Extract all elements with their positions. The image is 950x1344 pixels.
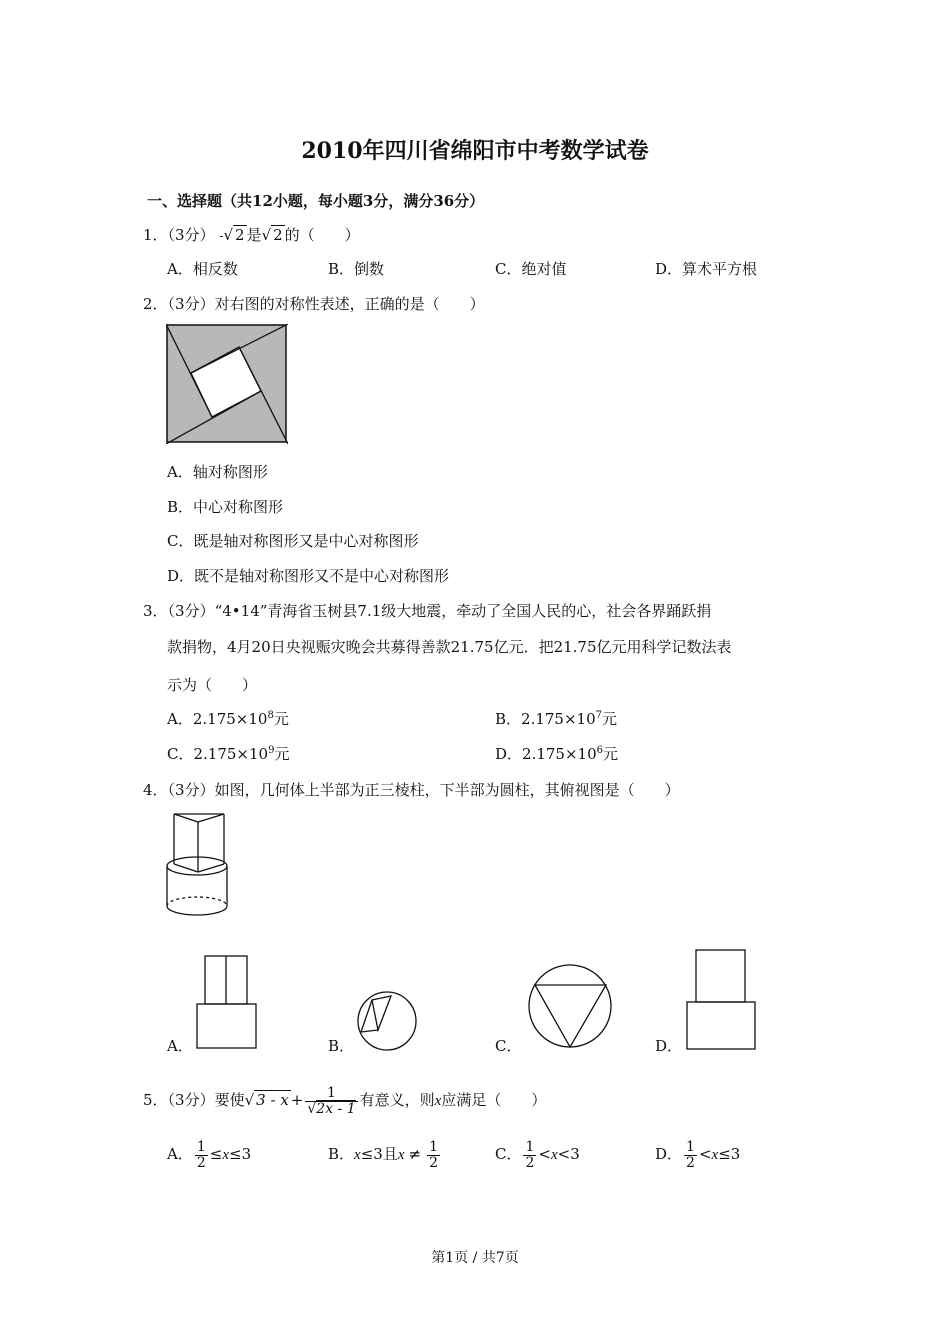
page-footer: 第1页 / 共7页: [431, 1250, 519, 1266]
q4-option-d[interactable]: D．: [655, 1037, 683, 1055]
q3-option-c[interactable]: C．$2.175\times 10^9$元: [167, 745, 290, 763]
question-2-stem: 2．（3分）对右图的对称性表述，正确的是（ ）: [143, 295, 485, 313]
q2-option-c[interactable]: C．既是轴对称图形又是中心对称图形: [167, 532, 419, 550]
q2-option-d[interactable]: D．既不是轴对称图形又不是中心对称图形: [167, 567, 450, 585]
q1-option-b[interactable]: B．倒数: [328, 260, 385, 278]
question-5-stem: 5．（3分）要使√ 3 - x + $\frac{1}{√2x - 1}$ 有意义，则x应满足（ ）: [143, 1085, 547, 1117]
q5-option-d[interactable]: D． $\frac{1}{2}$ <x≤3: [655, 1139, 741, 1171]
q1-option-a[interactable]: A．相反数: [167, 260, 238, 278]
q4-option-a-figure[interactable]: [196, 954, 258, 1050]
q1-option-d[interactable]: D．算术平方根: [655, 260, 758, 278]
plus-sign: +: [290, 1091, 304, 1110]
q4-option-a[interactable]: A．: [167, 1037, 193, 1055]
q4-option-b-figure[interactable]: [356, 990, 420, 1052]
pinwheel-square-figure: [166, 324, 288, 444]
q2-option-b[interactable]: B．中心对称图形: [167, 498, 284, 516]
q2-option-a[interactable]: A．轴对称图形: [167, 463, 268, 481]
q5-option-b[interactable]: B．x≤3且x ≠ $\frac{1}{2}$: [328, 1139, 438, 1171]
stem-text: 是: [246, 226, 262, 244]
q3-option-d[interactable]: D．$2.175\times 10^6$元: [495, 745, 619, 763]
stem-text: 的（ ）: [284, 226, 360, 244]
sqrt-expression: √ 2: [261, 226, 283, 244]
radicand: 2: [273, 226, 283, 244]
page-title: 2010年四川省绵阳市中考数学试卷: [301, 138, 649, 164]
q3-option-a[interactable]: A．$2.175\times 10^8$元: [167, 710, 289, 728]
sqrt-expression: √ 3 - x: [244, 1091, 289, 1110]
question-1-stem: [143, 224, 360, 245]
minus-sign: -: [219, 229, 224, 243]
q1-option-c[interactable]: C．绝对值: [495, 260, 567, 278]
question-score: （3分）: [167, 226, 215, 244]
q4-option-d-figure[interactable]: [686, 948, 758, 1052]
sqrt-expression: √ 2: [223, 226, 245, 244]
q4-option-b[interactable]: B．: [328, 1037, 355, 1055]
q4-option-c-figure[interactable]: [527, 963, 615, 1051]
question-number: 1．: [143, 226, 168, 244]
prism-on-cylinder-figure: [162, 808, 234, 920]
radicand: 3 - x: [256, 1091, 289, 1110]
q3-option-b[interactable]: B．$2.175\times 10^7$元: [495, 710, 618, 728]
q4-option-c[interactable]: C．: [495, 1037, 522, 1055]
q5-option-c[interactable]: C． $\frac{1}{2}$ <x<3: [495, 1139, 580, 1171]
question-3-line-3: 示为（ ）: [167, 676, 258, 694]
section-heading: 一、选择题（共12小题，每小题3分，满分36分）: [147, 192, 485, 210]
question-3-line-1: 3．（3分）“4•14”青海省玉树县7.1级大地震，牵动了全国人民的心，社会各界踊跃捐: [143, 602, 712, 620]
fraction: $\frac{1}{√2x - 1}$: [307, 1085, 356, 1117]
question-4-stem: 4．（3分）如图，几何体上半部为正三棱柱，下半部为圆柱，其俯视图是（ ）: [143, 781, 680, 799]
q5-option-a[interactable]: A． $\frac{1}{2}$ ≤x≤3: [167, 1139, 252, 1171]
question-3-line-2: 款捐物，4月20日央视赈灾晚会共募得善款21.75亿元．把21.75亿元用科学记数法表: [167, 638, 732, 656]
radicand: 2: [235, 226, 245, 244]
